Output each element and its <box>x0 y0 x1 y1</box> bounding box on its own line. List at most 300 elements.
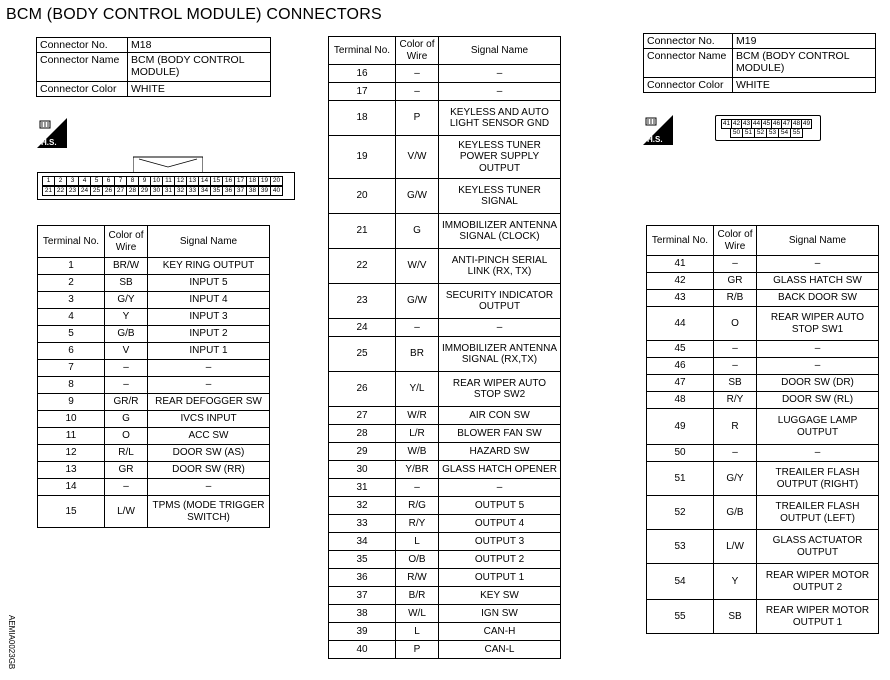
terminal-cell: 10 <box>38 411 105 428</box>
connector-pin: 25 <box>90 186 103 196</box>
table-row <box>647 564 879 600</box>
table-row <box>647 358 879 375</box>
terminal-cell: 25 <box>329 337 396 372</box>
header-terminal: Terminal No. <box>647 226 714 256</box>
figure-code: AEMIA0023GB <box>7 615 16 670</box>
wire-color-cell: O <box>105 428 148 445</box>
connector-pin: 24 <box>78 186 91 196</box>
signal-cell: ACC SW <box>148 428 270 445</box>
connector-pin: 18 <box>246 176 259 186</box>
terminal-cell: 47 <box>647 375 714 392</box>
table-row <box>38 411 270 428</box>
table-row <box>647 375 879 392</box>
signal-cell: ANTI-PINCH SERIAL LINK (RX, TX) <box>439 249 561 284</box>
table-row <box>329 179 561 214</box>
terminal-cell: 3 <box>38 292 105 309</box>
info-value: M19 <box>733 34 876 49</box>
connector-pin: 51 <box>742 128 755 138</box>
connector-pin: 32 <box>174 186 187 196</box>
wire-color-cell: B/R <box>396 587 439 605</box>
terminal-cell: 12 <box>38 445 105 462</box>
header-color: Color of Wire <box>714 226 757 256</box>
signal-cell: – <box>757 341 879 358</box>
connector-pin: 19 <box>258 176 271 186</box>
connector-pin: 2 <box>54 176 67 186</box>
table-row <box>329 551 561 569</box>
signal-cell: – <box>148 479 270 496</box>
connector-pin: 7 <box>114 176 127 186</box>
signal-cell: – <box>148 360 270 377</box>
connector-pin: 10 <box>150 176 163 186</box>
harness-side-icon <box>643 115 673 150</box>
wire-color-cell: BR/W <box>105 258 148 275</box>
harness-side-icon <box>37 118 67 153</box>
terminal-cell: 37 <box>329 587 396 605</box>
signal-cell: REAR DEFOGGER SW <box>148 394 270 411</box>
signal-cell: OUTPUT 5 <box>439 497 561 515</box>
table-row <box>38 445 270 462</box>
table-row <box>38 343 270 360</box>
info-label: Connector No. <box>644 34 733 49</box>
terminal-cell: 33 <box>329 515 396 533</box>
table-row <box>329 623 561 641</box>
signal-cell: DOOR SW (RR) <box>148 462 270 479</box>
header-terminal: Terminal No. <box>329 37 396 65</box>
signal-cell: – <box>148 377 270 394</box>
table-row <box>38 326 270 343</box>
table-row <box>38 394 270 411</box>
connector-pin: 22 <box>54 186 67 196</box>
info-label: Connector Color <box>37 82 128 97</box>
connector-pin: 20 <box>270 176 283 186</box>
signal-cell: REAR WIPER AUTO STOP SW1 <box>757 307 879 341</box>
connector-pin: 28 <box>126 186 139 196</box>
table-row <box>38 258 270 275</box>
signal-cell: KEYLESS TUNER POWER SUPPLY OUTPUT <box>439 136 561 179</box>
wire-color-cell: V/W <box>396 136 439 179</box>
terminal-cell: 13 <box>38 462 105 479</box>
terminal-cell: 43 <box>647 290 714 307</box>
terminal-cell: 28 <box>329 425 396 443</box>
table-row <box>329 443 561 461</box>
connector-pin: 12 <box>174 176 187 186</box>
connector-pin: 35 <box>210 186 223 196</box>
wire-color-cell: Y/BR <box>396 461 439 479</box>
signal-cell: IMMOBILIZER ANTENNA SIGNAL (CLOCK) <box>439 214 561 249</box>
terminal-cell: 24 <box>329 319 396 337</box>
connector-pin: 9 <box>138 176 151 186</box>
terminal-cell: 50 <box>647 445 714 462</box>
signal-cell: AIR CON SW <box>439 407 561 425</box>
connector-pin: 33 <box>186 186 199 196</box>
signal-cell: INPUT 3 <box>148 309 270 326</box>
terminal-cell: 31 <box>329 479 396 497</box>
terminal-cell: 18 <box>329 101 396 136</box>
wire-color-cell: R/B <box>714 290 757 307</box>
wire-color-cell: Y <box>714 564 757 600</box>
connector-pin: 47 <box>782 120 791 127</box>
signal-cell: HAZARD SW <box>439 443 561 461</box>
signal-cell: OUTPUT 4 <box>439 515 561 533</box>
table-row <box>329 479 561 497</box>
terminal-cell: 41 <box>647 256 714 273</box>
signal-cell: INPUT 4 <box>148 292 270 309</box>
wire-color-cell: O/B <box>396 551 439 569</box>
table-row <box>38 377 270 394</box>
wire-color-cell: L <box>396 623 439 641</box>
info-label: Connector Color <box>644 78 733 93</box>
wire-color-cell: G/B <box>105 326 148 343</box>
connector-pin: 42 <box>732 120 741 127</box>
terminal-cell: 2 <box>38 275 105 292</box>
wire-color-cell: – <box>714 256 757 273</box>
wire-color-cell: R/Y <box>714 392 757 409</box>
signal-cell: TREAILER FLASH OUTPUT (RIGHT) <box>757 462 879 496</box>
wire-color-cell: P <box>396 641 439 659</box>
signal-cell: KEYLESS AND AUTO LIGHT SENSOR GND <box>439 101 561 136</box>
wire-color-cell: L/R <box>396 425 439 443</box>
terminal-cell: 48 <box>647 392 714 409</box>
table-row <box>38 292 270 309</box>
terminal-cell: 20 <box>329 179 396 214</box>
terminal-cell: 30 <box>329 461 396 479</box>
connector-pin: 5 <box>90 176 103 186</box>
info-value: BCM (BODY CONTROL MODULE) <box>128 53 271 82</box>
table-row <box>329 533 561 551</box>
connector-pin: 36 <box>222 186 235 196</box>
connector-pin: 40 <box>270 186 283 196</box>
connector-pin: 4 <box>78 176 91 186</box>
terminal-cell: 4 <box>38 309 105 326</box>
table-row <box>647 341 879 358</box>
page-title: BCM (BODY CONTROL MODULE) CONNECTORS <box>6 6 382 23</box>
connector-pin: 1 <box>42 176 55 186</box>
terminal-cell: 8 <box>38 377 105 394</box>
signal-cell: KEYLESS TUNER SIGNAL <box>439 179 561 214</box>
table-row <box>329 641 561 659</box>
signal-cell: OUTPUT 2 <box>439 551 561 569</box>
signal-cell: CAN-H <box>439 623 561 641</box>
connector-face-m19 <box>715 115 821 141</box>
wire-color-cell: G <box>396 214 439 249</box>
info-label: Connector No. <box>37 38 128 53</box>
connector-pin: 50 <box>730 128 743 138</box>
header-signal: Signal Name <box>439 37 561 65</box>
info-value: WHITE <box>128 82 271 97</box>
connector-pin: 3 <box>66 176 79 186</box>
table-row <box>647 409 879 445</box>
connector-pin: 49 <box>802 120 811 127</box>
signal-cell: – <box>757 358 879 375</box>
signal-cell: KEY RING OUTPUT <box>148 258 270 275</box>
info-value: BCM (BODY CONTROL MODULE) <box>733 49 876 78</box>
header-signal: Signal Name <box>757 226 879 256</box>
wire-color-cell: G <box>105 411 148 428</box>
terminal-cell: 29 <box>329 443 396 461</box>
signal-cell: CAN-L <box>439 641 561 659</box>
connector-pin: 26 <box>102 186 115 196</box>
signal-cell: INPUT 1 <box>148 343 270 360</box>
connector-info-m18 <box>36 37 271 97</box>
signal-cell: INPUT 2 <box>148 326 270 343</box>
terminal-cell: 54 <box>647 564 714 600</box>
connector-pin: 46 <box>772 120 781 127</box>
connector-pin: 34 <box>198 186 211 196</box>
terminal-cell: 17 <box>329 83 396 101</box>
connector-pin: 17 <box>234 176 247 186</box>
table-row <box>329 65 561 83</box>
signal-cell: INPUT 5 <box>148 275 270 292</box>
table-row <box>647 462 879 496</box>
wire-color-cell: O <box>714 307 757 341</box>
table-row <box>647 530 879 564</box>
table-row <box>329 497 561 515</box>
wire-color-cell: W/L <box>396 605 439 623</box>
info-label: Connector Name <box>644 49 733 78</box>
terminal-cell: 1 <box>38 258 105 275</box>
connector-pin: 8 <box>126 176 139 186</box>
table-row <box>329 337 561 372</box>
signal-cell: – <box>439 319 561 337</box>
signal-cell: – <box>439 65 561 83</box>
connector-pin: 52 <box>754 128 767 138</box>
signal-cell: SECURITY INDICATOR OUTPUT <box>439 284 561 319</box>
terminal-cell: 27 <box>329 407 396 425</box>
header-color: Color of Wire <box>105 226 148 258</box>
connector-pin: 31 <box>162 186 175 196</box>
table-row <box>647 307 879 341</box>
signal-cell: TREAILER FLASH OUTPUT (LEFT) <box>757 496 879 530</box>
terminal-cell: 22 <box>329 249 396 284</box>
terminal-cell: 21 <box>329 214 396 249</box>
table-row <box>329 284 561 319</box>
terminal-cell: 35 <box>329 551 396 569</box>
table-row <box>329 101 561 136</box>
table-row <box>38 360 270 377</box>
terminal-table-m19 <box>646 225 879 634</box>
connector-pin: 54 <box>778 128 791 138</box>
table-row <box>329 569 561 587</box>
wire-color-cell: R/W <box>396 569 439 587</box>
wire-color-cell: L/W <box>714 530 757 564</box>
terminal-cell: 34 <box>329 533 396 551</box>
table-row <box>647 496 879 530</box>
connector-pin: 44 <box>752 120 761 127</box>
signal-cell: IMMOBILIZER ANTENNA SIGNAL (RX,TX) <box>439 337 561 372</box>
terminal-cell: 52 <box>647 496 714 530</box>
signal-cell: BLOWER FAN SW <box>439 425 561 443</box>
signal-cell: REAR WIPER MOTOR OUTPUT 1 <box>757 600 879 634</box>
terminal-cell: 6 <box>38 343 105 360</box>
table-row <box>647 273 879 290</box>
table-row <box>647 256 879 273</box>
signal-cell: DOOR SW (RL) <box>757 392 879 409</box>
signal-cell: LUGGAGE LAMP OUTPUT <box>757 409 879 445</box>
table-row <box>329 372 561 407</box>
wire-color-cell: Y <box>105 309 148 326</box>
table-row <box>38 479 270 496</box>
connector-pin: 27 <box>114 186 127 196</box>
terminal-cell: 32 <box>329 497 396 515</box>
connector-pin: 48 <box>792 120 801 127</box>
table-row <box>329 605 561 623</box>
wire-color-cell: – <box>105 377 148 394</box>
connector-pin: 11 <box>162 176 175 186</box>
wire-color-cell: P <box>396 101 439 136</box>
wire-color-cell: G/W <box>396 179 439 214</box>
terminal-cell: 9 <box>38 394 105 411</box>
terminal-cell: 15 <box>38 496 105 528</box>
wire-color-cell: GR <box>105 462 148 479</box>
connector-info-m19 <box>643 33 876 93</box>
connector-pin: 53 <box>766 128 779 138</box>
connector-pin: 38 <box>246 186 259 196</box>
terminal-cell: 14 <box>38 479 105 496</box>
signal-cell: DOOR SW (DR) <box>757 375 879 392</box>
terminal-cell: 19 <box>329 136 396 179</box>
wire-color-cell: SB <box>714 375 757 392</box>
signal-cell: – <box>757 256 879 273</box>
table-row <box>329 407 561 425</box>
terminal-cell: 49 <box>647 409 714 445</box>
table-row <box>38 275 270 292</box>
wire-color-cell: – <box>714 445 757 462</box>
signal-cell: KEY SW <box>439 587 561 605</box>
signal-cell: GLASS HATCH OPENER <box>439 461 561 479</box>
terminal-cell: 46 <box>647 358 714 375</box>
wire-color-cell: G/Y <box>105 292 148 309</box>
signal-cell: TPMS (MODE TRIGGER SWITCH) <box>148 496 270 528</box>
terminal-cell: 7 <box>38 360 105 377</box>
terminal-cell: 23 <box>329 284 396 319</box>
table-row <box>329 136 561 179</box>
terminal-cell: 55 <box>647 600 714 634</box>
wire-color-cell: – <box>714 341 757 358</box>
signal-cell: REAR WIPER AUTO STOP SW2 <box>439 372 561 407</box>
info-value: WHITE <box>733 78 876 93</box>
connector-pin: 21 <box>42 186 55 196</box>
wire-color-cell: W/B <box>396 443 439 461</box>
connector-pin: 14 <box>198 176 211 186</box>
wire-color-cell: W/V <box>396 249 439 284</box>
table-row <box>329 83 561 101</box>
terminal-cell: 45 <box>647 341 714 358</box>
table-row <box>329 249 561 284</box>
table-row <box>329 515 561 533</box>
terminal-table-m18-b <box>328 36 561 659</box>
table-row <box>329 214 561 249</box>
table-row <box>329 461 561 479</box>
terminal-cell: 53 <box>647 530 714 564</box>
table-row <box>38 428 270 445</box>
wire-color-cell: R <box>714 409 757 445</box>
terminal-cell: 42 <box>647 273 714 290</box>
wire-color-cell: BR <box>396 337 439 372</box>
terminal-cell: 38 <box>329 605 396 623</box>
signal-cell: IVCS INPUT <box>148 411 270 428</box>
wire-color-cell: – <box>105 479 148 496</box>
table-row <box>647 392 879 409</box>
header-terminal: Terminal No. <box>38 226 105 258</box>
signal-cell: GLASS ACTUATOR OUTPUT <box>757 530 879 564</box>
hs-label: H.S. <box>647 135 663 144</box>
connector-pin: 37 <box>234 186 247 196</box>
connector-pin: 30 <box>150 186 163 196</box>
wire-color-cell: – <box>396 65 439 83</box>
signal-cell: REAR WIPER MOTOR OUTPUT 2 <box>757 564 879 600</box>
signal-cell: OUTPUT 3 <box>439 533 561 551</box>
table-row <box>38 309 270 326</box>
connector-pin: 39 <box>258 186 271 196</box>
signal-cell: – <box>439 479 561 497</box>
table-row <box>647 290 879 307</box>
table-row <box>38 462 270 479</box>
wire-color-cell: R/L <box>105 445 148 462</box>
wire-color-cell: GR/R <box>105 394 148 411</box>
terminal-table-m18-a <box>37 225 270 528</box>
connector-pin: 15 <box>210 176 223 186</box>
wire-color-cell: R/G <box>396 497 439 515</box>
terminal-cell: 11 <box>38 428 105 445</box>
signal-cell: DOOR SW (AS) <box>148 445 270 462</box>
table-row <box>647 600 879 634</box>
connector-pin: 55 <box>790 128 803 138</box>
terminal-cell: 36 <box>329 569 396 587</box>
wire-color-cell: G/W <box>396 284 439 319</box>
wire-color-cell: Y/L <box>396 372 439 407</box>
table-row <box>647 445 879 462</box>
terminal-cell: 26 <box>329 372 396 407</box>
terminal-cell: 44 <box>647 307 714 341</box>
wire-color-cell: – <box>714 358 757 375</box>
connector-face-m18 <box>37 155 295 200</box>
terminal-cell: 40 <box>329 641 396 659</box>
signal-cell: OUTPUT 1 <box>439 569 561 587</box>
signal-cell: GLASS HATCH SW <box>757 273 879 290</box>
wire-color-cell: GR <box>714 273 757 290</box>
signal-cell: – <box>439 83 561 101</box>
connector-pin: 41 <box>722 120 731 127</box>
signal-cell: BACK DOOR SW <box>757 290 879 307</box>
header-color: Color of Wire <box>396 37 439 65</box>
table-row <box>38 496 270 528</box>
wire-color-cell: L <box>396 533 439 551</box>
connector-pin: 23 <box>66 186 79 196</box>
hs-label: H.S. <box>41 138 57 147</box>
wire-color-cell: W/R <box>396 407 439 425</box>
wire-color-cell: SB <box>105 275 148 292</box>
table-row <box>329 425 561 443</box>
wire-color-cell: – <box>396 319 439 337</box>
terminal-cell: 39 <box>329 623 396 641</box>
terminal-cell: 51 <box>647 462 714 496</box>
connector-pin: 6 <box>102 176 115 186</box>
wire-color-cell: – <box>396 479 439 497</box>
table-row <box>329 587 561 605</box>
connector-pin: 29 <box>138 186 151 196</box>
wire-color-cell: V <box>105 343 148 360</box>
header-signal: Signal Name <box>148 226 270 258</box>
terminal-cell: 5 <box>38 326 105 343</box>
signal-cell: – <box>757 445 879 462</box>
wire-color-cell: SB <box>714 600 757 634</box>
connector-pin: 43 <box>742 120 751 127</box>
wire-color-cell: G/B <box>714 496 757 530</box>
info-label: Connector Name <box>37 53 128 82</box>
info-value: M18 <box>128 38 271 53</box>
terminal-cell: 16 <box>329 65 396 83</box>
signal-cell: IGN SW <box>439 605 561 623</box>
